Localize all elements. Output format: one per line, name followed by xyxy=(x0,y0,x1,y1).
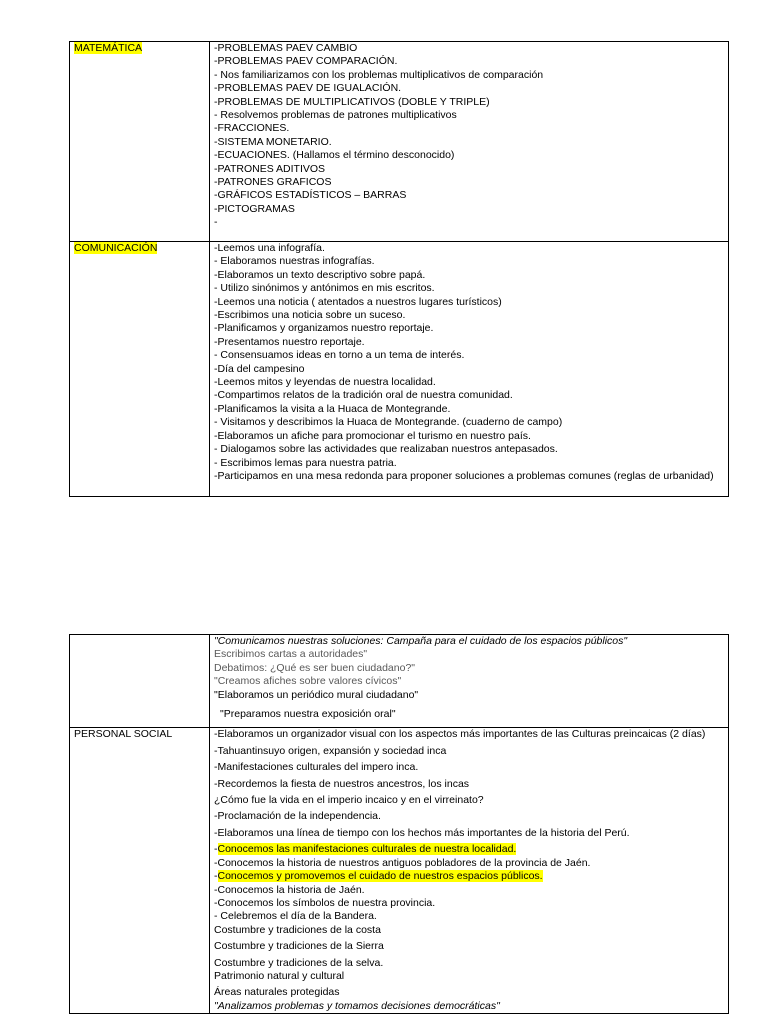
list-item: "Elaboramos un periódico mural ciudadano" xyxy=(214,688,419,701)
highlighted-item: Conocemos y promovemos el cuidado de nuestros espacios públicos. xyxy=(217,870,543,883)
topics-cell xyxy=(210,635,729,728)
list-item: "Comunicamos nuestras soluciones: Campaña para el cuidado de los espacios públicos" xyxy=(214,635,628,647)
list-item: -PROBLEMAS PAEV DE IGUALACIÓN. xyxy=(214,82,402,95)
list-item: -Manifestaciones culturales del impero inca. xyxy=(214,761,419,774)
topics-cell xyxy=(210,242,729,497)
area-cell xyxy=(70,42,210,242)
list-item: -PATRONES GRAFICOS xyxy=(214,176,332,189)
list-item: -Elaboramos un afiche para promocionar el turismo en nuestro país. xyxy=(214,429,531,442)
list-item: -PROBLEMAS DE MULTIPLICATIVOS (DOBLE Y TRIPLE) xyxy=(214,95,490,108)
list-item: - Nos familiarizamos con los problemas multiplicativos de comparación xyxy=(214,68,544,81)
dash: - xyxy=(214,870,218,883)
list-item: -Leemos una infografía. xyxy=(214,242,325,254)
list-item: Costumbre y tradiciones de la selva. xyxy=(214,956,384,969)
topics-cell xyxy=(210,42,729,242)
highlighted-item: Conocemos las manifestaciones culturales de nuestra localidad. xyxy=(217,843,517,856)
list-item: -Tahuantinsuyo origen, expansión y sociedad inca xyxy=(214,744,447,757)
list-item: "Analizamos problemas y tomamos decisiones democráticas" xyxy=(214,999,500,1012)
list-item: -ECUACIONES. (Hallamos el término desconocido) xyxy=(214,149,455,162)
area-cell xyxy=(70,242,210,497)
list-item: -Participamos en una mesa redonda para proponer soluciones a problemas comunes (reglas de urbanidad) xyxy=(214,469,714,482)
list-item: - Visitamos y describimos la Huaca de Montegrande. (cuaderno de campo) xyxy=(214,416,563,429)
list-item: -SISTEMA MONETARIO. xyxy=(214,135,332,148)
list-item: "Creamos afiches sobre valores cívicos" xyxy=(214,675,402,688)
list-item: -Conocemos la historia de Jaén. xyxy=(214,883,365,896)
dash: - xyxy=(214,843,218,856)
list-item: -Recordemos la fiesta de nuestros ancestros, los incas xyxy=(214,777,470,790)
list-item: ¿Cómo fue la vida en el imperio incaico y en el virreinato? xyxy=(214,794,484,807)
list-item: -Escribimos una noticia sobre un suceso. xyxy=(214,309,406,322)
list-item xyxy=(214,870,724,883)
list-item: -Presentamos nuestro reportaje. xyxy=(214,335,365,348)
list-item: - Dialogamos sobre las actividades que realizaban nuestros antepasados. xyxy=(214,443,558,456)
table-row-comunicacion xyxy=(70,242,729,497)
table-row-comunicacion-continued xyxy=(70,635,729,728)
list-item: - xyxy=(214,216,218,229)
list-item: "Preparamos nuestra exposición oral" xyxy=(220,708,396,721)
area-label-comunicacion: COMUNICACIÓN xyxy=(74,242,158,254)
list-item: -GRÁFICOS ESTADÍSTICOS – BARRAS xyxy=(214,189,407,202)
list-item: - Resolvemos problemas de patrones multiplicativos xyxy=(214,109,457,122)
list-item: -PROBLEMAS PAEV COMPARACIÓN. xyxy=(214,55,398,68)
curriculum-table-bottom xyxy=(69,634,729,1014)
list-item: -Elaboramos una línea de tiempo con los hechos más importantes de la historia del Perú. xyxy=(214,826,630,839)
list-item: -Conocemos la historia de nuestros antiguos pobladores de la provincia de Jaén. xyxy=(214,856,591,869)
topics-cell xyxy=(210,728,729,1014)
list-item: Patrimonio natural y cultural xyxy=(214,969,345,982)
list-item: - Elaboramos nuestras infografías. xyxy=(214,255,375,268)
list-item: -Proclamación de la independencia. xyxy=(214,810,381,823)
list-item: -Leemos mitos y leyendas de nuestra localidad. xyxy=(214,376,436,389)
area-cell xyxy=(70,728,210,1014)
list-item: -Conocemos los símbolos de nuestra provincia. xyxy=(214,896,436,909)
list-item: - Celebremos el día de la Bandera. xyxy=(214,910,377,923)
curriculum-table-top xyxy=(69,41,729,497)
list-item: Áreas naturales protegidas xyxy=(214,986,340,999)
list-item: -PROBLEMAS PAEV CAMBIO xyxy=(214,42,358,54)
table-row-matematica xyxy=(70,42,729,242)
list-item: -Leemos una noticia ( atentados a nuestros lugares turísticos) xyxy=(214,295,502,308)
list-item: -PICTOGRAMAS xyxy=(214,202,295,215)
area-label-personal-social: PERSONAL SOCIAL xyxy=(74,728,173,741)
list-item: - Escribimos lemas para nuestra patria. xyxy=(214,456,397,469)
list-item: - Utilizo sinónimos y antónimos en mis escritos. xyxy=(214,282,435,295)
list-item: Costumbre y tradiciones de la Sierra xyxy=(214,940,384,953)
list-item: -Planificamos y organizamos nuestro reportaje. xyxy=(214,322,434,335)
list-item: Costumbre y tradiciones de la costa xyxy=(214,923,381,936)
list-item: -PATRONES ADITIVOS xyxy=(214,162,326,175)
list-item: -FRACCIONES. xyxy=(214,122,290,135)
list-item xyxy=(214,843,724,856)
list-item: -Día del campesino xyxy=(214,362,305,375)
list-item: -Elaboramos un texto descriptivo sobre papá. xyxy=(214,268,426,281)
list-item: - Consensuamos ideas en torno a un tema de interés. xyxy=(214,349,465,362)
area-cell xyxy=(70,635,210,728)
list-item: -Elaboramos un organizador visual con los aspectos más importantes de las Culturas preincaicas (2 días) xyxy=(214,728,706,741)
list-item: -Compartimos relatos de la tradición oral de nuestra comunidad. xyxy=(214,389,513,402)
list-item: Escribimos cartas a autoridades" xyxy=(214,648,368,661)
table-row-personal-social xyxy=(70,728,729,1014)
area-label-matematica: MATEMÁTICA xyxy=(74,42,143,54)
list-item: Debatimos: ¿Qué es ser buen ciudadano?" xyxy=(214,661,416,674)
list-item: -Planificamos la visita a la Huaca de Montegrande. xyxy=(214,402,451,415)
